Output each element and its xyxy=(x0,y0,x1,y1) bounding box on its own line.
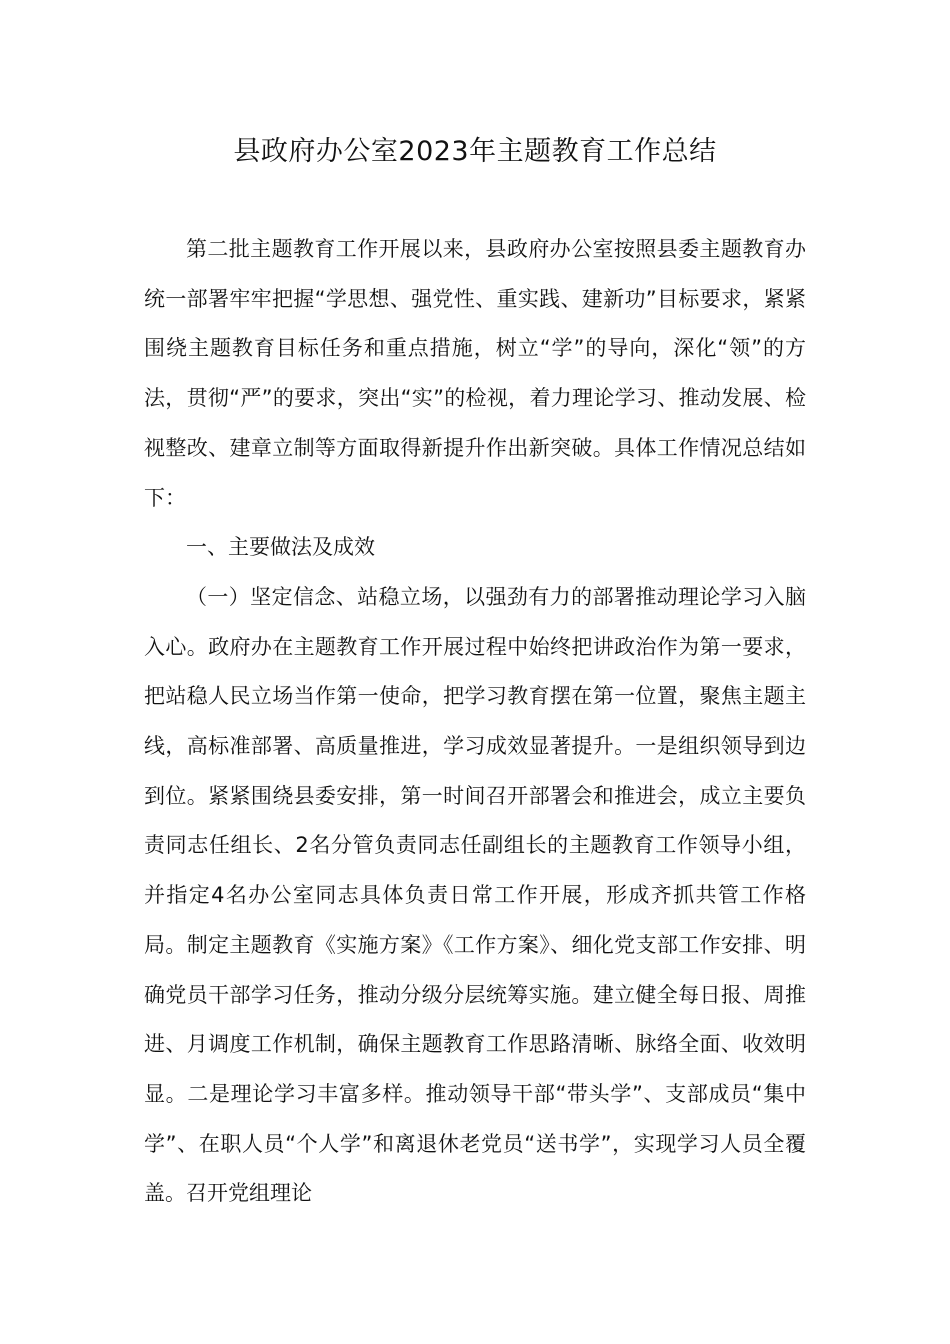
intro-paragraph: 第二批主题教育工作开展以来，县政府办公室按照县委主题教育办统一部署牢牢把握“学思想、强党性、重实践、建新功”目标要求，紧紧围绕主题教育目标任务和重点措施，树立“学”的导向，深化“领”的方法，贯彻“严”的要求，突出“实”的检视，着力理论学习、推动发展、检视整改、建章立制等方面取得新提升作出新突破。具体工作情况总结如下： xyxy=(144,237,806,510)
document-body xyxy=(144,225,806,1219)
body-paragraph: （一）坚定信念、站稳立场，以强劲有力的部署推动理论学习入脑入心。政府办在主题教育工作开展过程中始终把讲政治作为第一要求，把站稳人民立场当作第一使命，把学习教育摆在第一位置，聚焦主题主线，高标准部署、高质量推进，学习成效显著提升。一是组织领导到边到位。紧紧围绕县委安排，第一时间召开部署会和推进会，成立主要负责同志任组长、2名分管负责同志任副组长的主题教育工作领导小组，并指定4名办公室同志具体负责日常工作开展，形成齐抓共管工作格局。制定主题教育《实施方案》《工作方案》、细化党支部工作安排、明确党员干部学习任务，推动分级分层统筹实施。建立健全每日报、周推进、月调度工作机制，确保主题教育工作思路清晰、脉络全面、收效明显。二是理论学习丰富多样。推动领导干部“带头学”、支部成员“集中学”、在职人员“个人学”和离退休老党员“送书学”，实现学习人员全覆盖。召开党组理论 xyxy=(144,584,806,1206)
document-title: 县政府办公室2023年主题教育工作总结 xyxy=(233,136,717,167)
section-heading: 一、主要做法及成效 xyxy=(186,535,375,560)
